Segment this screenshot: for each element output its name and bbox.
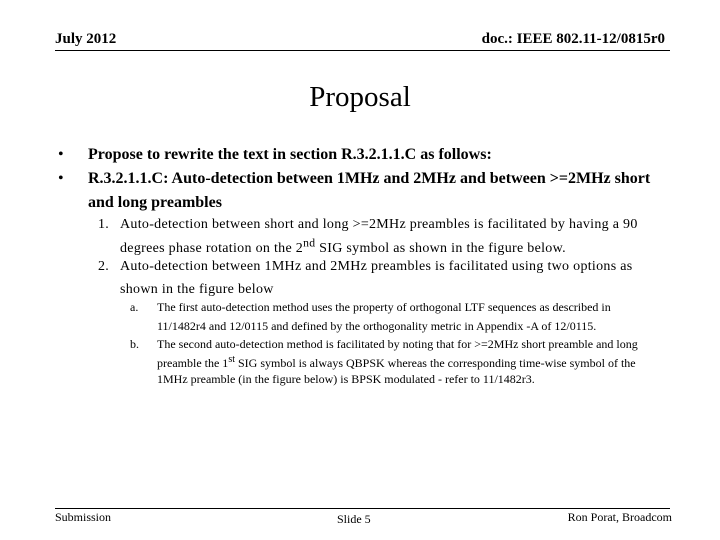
header-date: July 2012	[55, 31, 117, 47]
numbered-marker: 1.	[98, 217, 110, 232]
numbered-text: Auto-detection between short and long >=2MHz preambles is facilitated by having a 90 degrees phase rotation on the 2nd SIG symbol as shown in the figure below.	[120, 217, 638, 256]
footer-slide-number: Slide 5	[337, 512, 371, 526]
lettered-item	[130, 299, 660, 334]
numbered-item	[98, 216, 668, 258]
lettered-marker: a.	[130, 300, 139, 314]
footer-submission: Submission	[55, 510, 112, 524]
bullet-text: R.3.2.1.1.C: Auto-detection between 1MHz and 2MHz and between >=2MHz short and long preambles	[88, 170, 651, 211]
lettered-list	[130, 299, 660, 387]
numbered-list	[98, 216, 668, 299]
header-divider	[55, 50, 670, 51]
numbered-marker: 2.	[98, 258, 110, 274]
bullet-marker: •	[58, 170, 64, 187]
footer-author: Ron Porat, Broadcom	[567, 510, 672, 524]
header-doc-id: doc.: IEEE 802.11-12/0815r0	[481, 31, 665, 47]
slide-title: Proposal	[309, 81, 411, 113]
numbered-text: Auto-detection between 1MHz and 2MHz preambles is facilitated using two options as shown in the figure below	[120, 258, 633, 298]
bullet-item	[58, 143, 668, 167]
bullet-list	[58, 143, 668, 215]
footer-divider	[55, 508, 670, 509]
lettered-item	[130, 336, 660, 387]
bullet-item	[58, 167, 668, 215]
bullet-text: Propose to rewrite the text in section R.3.2.1.1.C as follows:	[88, 146, 492, 163]
bullet-marker: •	[58, 146, 64, 163]
numbered-item	[98, 258, 668, 300]
lettered-text: The second auto-detection method is facilitated by noting that for >=2MHz short preamble and long preamble the 1st SIG symbol is always QBPSK whereas the corresponding time-wise symbol of the 1MHz preamble (in the figure below) is BPSK modulated - refer to 11/1482r3.	[157, 337, 638, 386]
lettered-text: The first auto-detection method uses the property of orthogonal LTF sequences as described in 11/1482r4 and 12/0115 and defined by the orthogonality metric in Appendix -A of 12/0115.	[157, 300, 611, 333]
lettered-marker: b.	[130, 337, 139, 351]
